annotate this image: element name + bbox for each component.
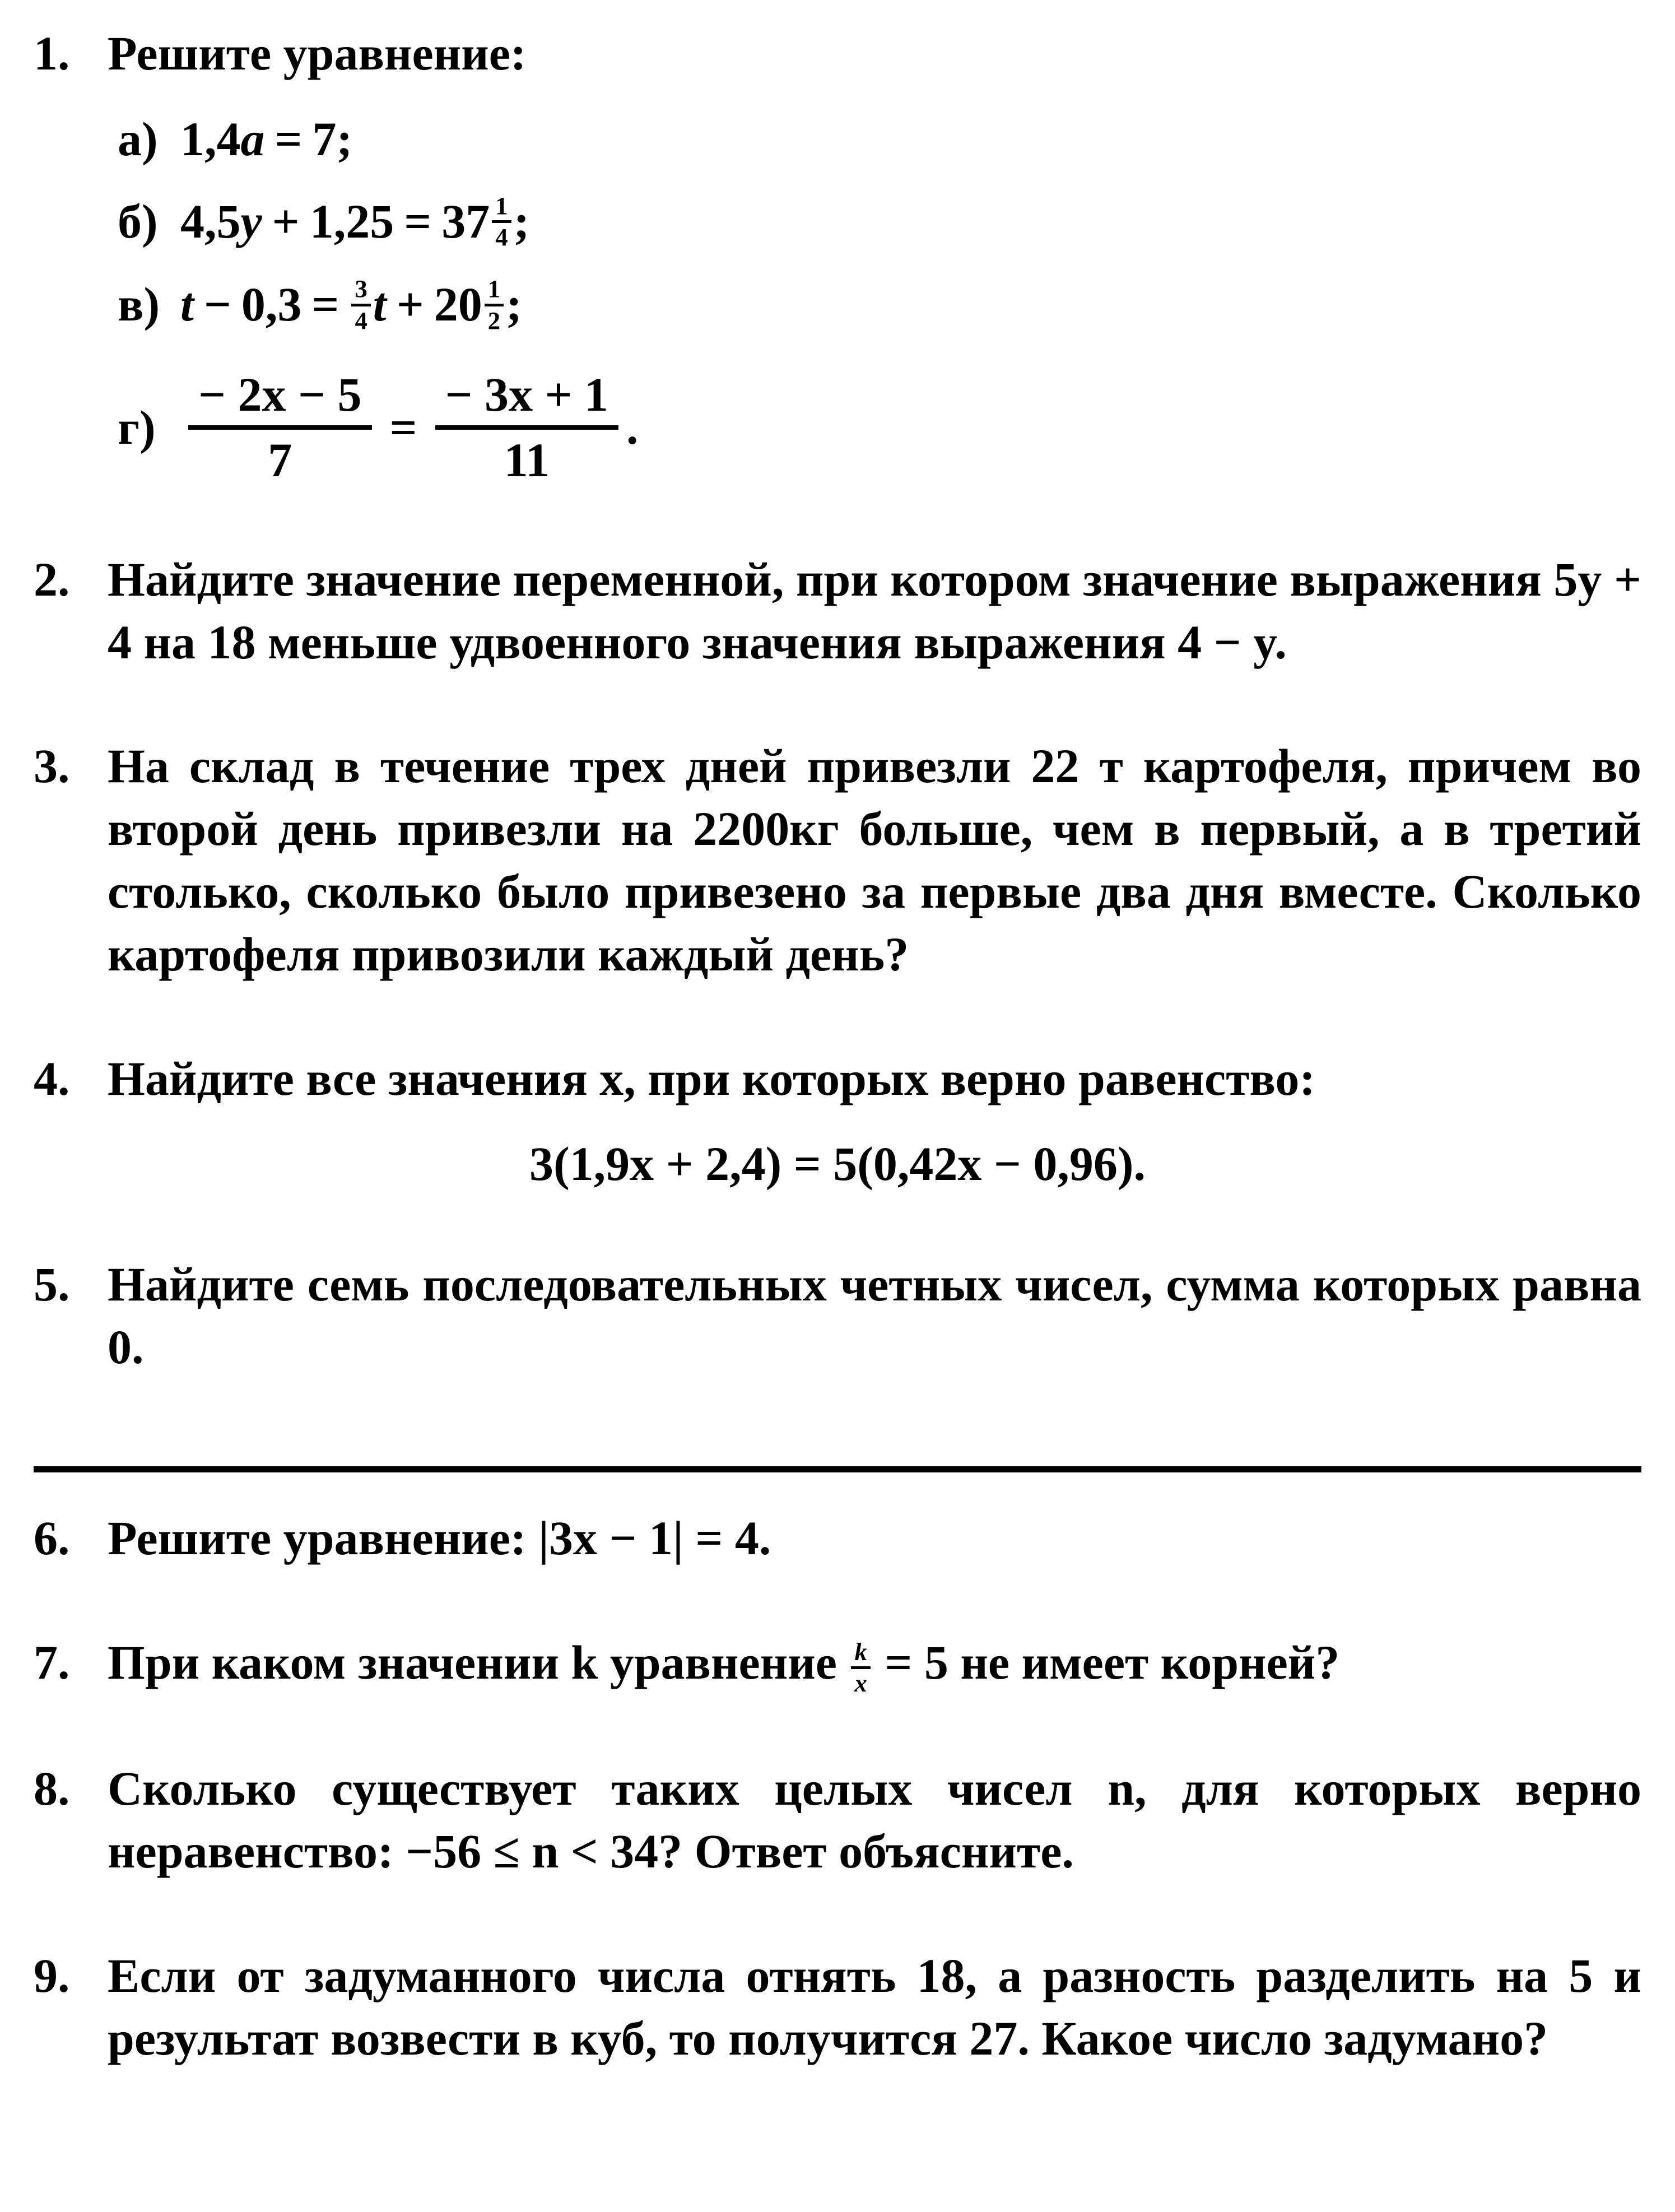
decimal-0-3: 0,3: [241, 277, 302, 332]
fraction-denominator: 4: [495, 223, 508, 252]
variable-t: t: [180, 277, 194, 332]
problem-7: [34, 1632, 1641, 1696]
equals-sign: =: [274, 111, 303, 166]
problem-3: [34, 735, 1641, 986]
problem-6-text: Решите уравнение: |3x − 1| = 4.: [108, 1511, 771, 1565]
problem-8-number: 8.: [34, 1762, 70, 1816]
plus-sign: +: [272, 194, 300, 248]
problem-3-text: На склад в течение трех дней привезли 22 т картофеля, причем во второй день привезли на 2200кг больше, чем в первый, а в третий столько, сколько было привезено за первые два дня вместе. Сколько картофеля привозили каждый день?: [108, 739, 1641, 981]
section-divider: [34, 1466, 1641, 1472]
variable-a: a: [240, 111, 265, 166]
problem-1-item-a-expression: [180, 111, 352, 167]
problem-5-number: 5.: [34, 1257, 70, 1312]
fraction-denominator: 4: [355, 306, 367, 334]
problem-1-item-b-label: б): [118, 194, 158, 248]
problem-4-text: Найдите все значения x, при которых верно равенство:: [108, 1051, 1315, 1105]
right-side-7: 7;: [312, 111, 353, 166]
right-fraction-numerator: − 3x + 1: [445, 368, 609, 422]
variable-y: y: [240, 194, 262, 248]
right-fraction: [435, 368, 619, 487]
problem-8-text: Сколько существует таких целых чисел n, для которых верно неравенство: −56 ≤ n < 34? Ответ объясните.: [108, 1762, 1641, 1878]
plus-sign: +: [396, 277, 424, 332]
problem-1-prompt: Решите уравнение:: [108, 26, 527, 80]
problem-1-item-b: [118, 193, 1641, 250]
fraction-denominator: 2: [487, 306, 501, 334]
problem-1-number: 1.: [34, 26, 70, 80]
semicolon: ;: [513, 194, 530, 248]
coefficient-1-4: 1,4: [180, 111, 241, 166]
right-fraction-denominator: 11: [504, 433, 550, 487]
problem-7-text-before: При каком значении k уравнение: [108, 1635, 837, 1689]
problem-6-number: 6.: [34, 1511, 70, 1565]
semicolon: ;: [506, 277, 522, 332]
problem-2-number: 2.: [34, 552, 70, 606]
fraction-one-quarter: [492, 193, 511, 250]
problem-1: [34, 22, 1641, 85]
problem-9: [34, 1945, 1641, 2070]
problem-4: [34, 1048, 1641, 1110]
left-fraction-denominator: 7: [268, 433, 292, 487]
whole-number-20: 20: [434, 277, 482, 332]
fraction-three-quarters: [351, 276, 370, 333]
minus-sign: −: [203, 277, 231, 332]
variable-t-second: t: [373, 277, 387, 332]
problem-1-item-v-expression: [180, 276, 522, 333]
whole-number-37: 37: [441, 194, 490, 248]
left-fraction: [188, 368, 372, 487]
fraction-bar: [351, 304, 370, 306]
problem-1-item-a: [118, 111, 1641, 167]
fraction-numerator: 1: [495, 191, 508, 220]
coefficient-4-5: 4,5: [180, 194, 241, 248]
fraction-bar: [485, 304, 504, 306]
problem-1-item-g: [118, 368, 1641, 487]
period: .: [626, 400, 639, 454]
problem-7-body: [108, 1632, 1641, 1696]
problem-8: [34, 1758, 1641, 1883]
problem-1-item-a-label: а): [118, 111, 158, 166]
problem-9-number: 9.: [34, 1948, 70, 2002]
equals-sign: =: [389, 400, 417, 454]
fraction-denominator: x: [854, 1669, 867, 1698]
fraction-numerator: k: [854, 1637, 867, 1666]
problem-4-number: 4.: [34, 1051, 70, 1105]
problem-2: [34, 549, 1641, 674]
problem-7-number: 7.: [34, 1635, 70, 1689]
left-fraction-bar: [188, 425, 372, 430]
term-1-25: 1,25: [309, 194, 394, 248]
problem-6: [34, 1507, 1641, 1570]
equals-sign: =: [404, 194, 432, 248]
problem-9-text: Если от задуманного числа отнять 18, а разность разделить на 5 и результат возвести в куб, то получится 27. Какое число задумано?: [108, 1948, 1641, 2065]
fraction-numerator: 3: [355, 274, 367, 303]
left-fraction-numerator: − 2x − 5: [198, 368, 362, 422]
problem-2-text: Найдите значение переменной, при котором значение выражения 5y + 4 на 18 меньше удвоенного значения выражения 4 − y.: [108, 552, 1641, 669]
equals-sign: =: [311, 277, 339, 332]
problem-4-display-equation: 3(1,9x + 2,4) = 5(0,42x − 0,96).: [529, 1137, 1146, 1191]
fraction-one-half: [485, 276, 504, 333]
problem-5: [34, 1253, 1641, 1379]
problem-1-item-v-label: в): [118, 277, 160, 332]
problem-7-text-after: = 5 не имеет корней?: [885, 1635, 1340, 1689]
problem-1-item-g-label: г): [118, 400, 156, 454]
problem-3-number: 3.: [34, 739, 70, 793]
fraction-k-over-x: [851, 1639, 870, 1697]
fraction-numerator: 1: [487, 274, 501, 303]
problem-5-text: Найдите семь последовательных четных чисел, сумма которых равна 0.: [108, 1257, 1641, 1374]
problem-1-item-b-expression: [180, 193, 529, 250]
right-fraction-bar: [435, 425, 619, 430]
problem-1-item-v: [118, 276, 1641, 333]
